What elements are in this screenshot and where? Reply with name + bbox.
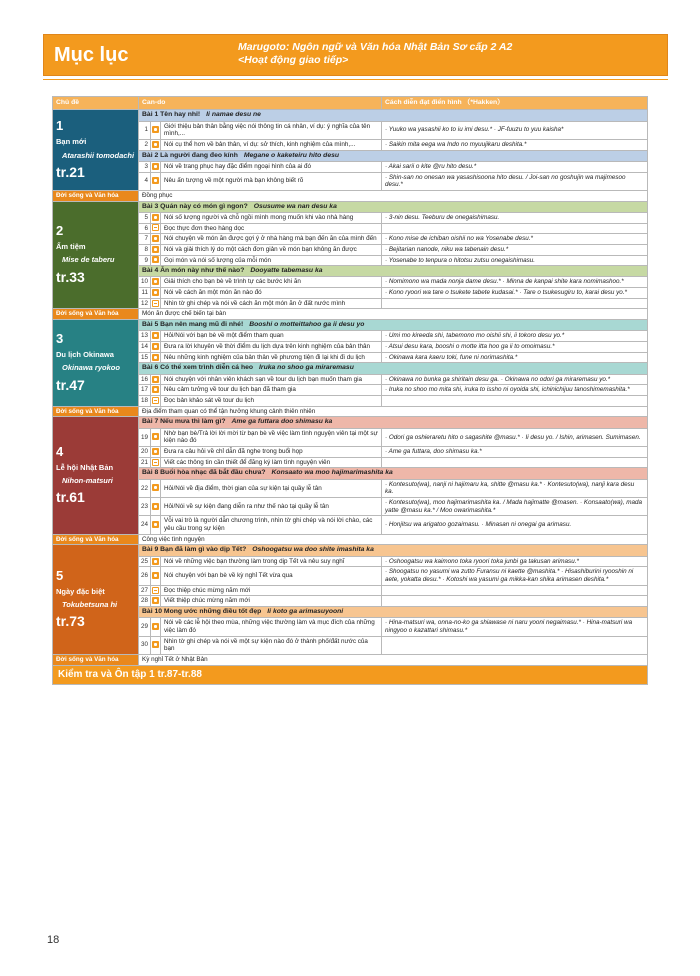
cando-row [53,457,648,468]
expression-text: · Ame ga futtara, doo shimasu ka.* [382,447,648,458]
cando-number: 17 [139,385,151,396]
cando-icon-cell [151,234,161,245]
cando-number: 25 [139,556,151,567]
lesson-title-jp: Konsaato wa moo hajimarimashita ka [271,469,393,477]
cando-row [53,556,648,567]
cando-icon-cell [151,212,161,223]
cando-text: Viết các thông tin cần thiết để đăng ký làm tình nguyện viên [161,457,382,468]
culture-label: Đời sống và Văn hóa [53,309,139,320]
culture-text: Công việc tình nguyện [139,534,648,545]
cando-icon-cell [151,342,161,353]
lesson-row [53,320,648,331]
lesson-title: Bài 2 Là người đang đeo kính [142,151,238,159]
cando-number: 27 [139,585,151,596]
cando-number: 4 [139,172,151,190]
expression-text: · Okinawa no bunka ga shiritain desu ga. · Okinawa no odori ga miraremasu yo.* [382,374,648,385]
culture-row [53,406,648,417]
expression-text [382,298,648,309]
topic-page: tr.47 [56,376,85,393]
cando-number: 15 [139,352,151,363]
lesson-row [53,266,648,277]
cando-row [53,298,648,309]
cando-row [53,596,648,607]
expression-text: · Saikin mita eega wa Indo no myuujikaru deshita.* [382,139,648,150]
speech-icon [152,376,159,383]
cando-text: Hỏi/Nói với bạn bè về một điểm tham quan [161,331,382,342]
speech-icon [152,503,159,510]
cando-number: 13 [139,331,151,342]
expression-text [382,636,648,654]
cando-row [53,234,648,245]
cando-row [53,352,648,363]
culture-row [53,309,648,320]
lesson-title-cell [139,363,648,374]
cando-icon-cell [151,596,161,607]
cando-icon-cell [151,636,161,654]
book-title-line2: <Hoạt động giao tiếp> [238,54,349,66]
lesson-title-cell [139,417,648,428]
cando-row [53,172,648,190]
topic-title: Ẩm tiệm [56,242,86,252]
lesson-title-cell [139,201,648,212]
cando-text: Viết thiệp chúc mừng năm mới [161,596,382,607]
expression-text: · Kontesuto(wa), moo hajimarimashita ka. / Mada hajimatte @masen. · Konsaato(wa), mada yatte @masu ka.* / Moo owarimashita.* [382,498,648,516]
lesson-row [53,110,648,121]
cando-text: Đưa ra lời khuyên về thời điểm du lịch dựa trên kinh nghiệm của bản thân [161,342,382,353]
cando-text: Hỏi/Nói về địa điểm, thời gian của sự kiện tại quầy lễ tân [161,479,382,497]
book-icon [152,587,159,594]
cando-number: 30 [139,636,151,654]
culture-row [53,190,648,201]
cando-row [53,277,648,288]
speech-icon [152,214,159,221]
cando-number: 8 [139,244,151,255]
expression-text [382,457,648,468]
cando-text: Nói chuyện với nhân viên khách sạn về tour du lịch bạn muốn tham gia [161,374,382,385]
cando-icon-cell [151,396,161,407]
cando-row [53,396,648,407]
expression-text [382,396,648,407]
speech-icon [152,572,159,579]
lesson-title-cell [139,266,648,277]
culture-text: Đồng phục [139,190,648,201]
expression-text: · Kono ryoori wa tare o tsukete tabete kudasai.* · Tare o tsukesugiru to, karai desu yo.* [382,288,648,299]
lesson-title-jp: Megane o kaketeiru hito desu [243,151,340,159]
cando-icon-cell [151,298,161,309]
cando-row [53,447,648,458]
cando-icon-cell [151,277,161,288]
expression-text: · Oshoogatsu wa kaimono toka ryoori toka junbi ga takusan arimasu.* [382,556,648,567]
expression-text: · Shoogatsu no yasumi wa zutto Furansu ni kaette @mashita.* · Hisashiburini ryooshin ni aete, yokatta desu.* · Kotoshi wa yasumi ga mikka-kan shika arimasen deshita.* [382,567,648,585]
lesson-title: Bài 4 Ăn món này như thế nào? [142,267,245,275]
lesson-title: Bài 10 Mong ước những điều tốt đẹp [142,608,262,616]
cando-icon-cell [151,618,161,636]
cando-text: Nhìn tờ ghi chép và nói về cách ăn một món ăn ở đất nước mình [161,298,382,309]
speech-icon [152,484,159,491]
cando-icon-cell [151,331,161,342]
speech-icon [152,623,159,630]
cando-row [53,428,648,446]
cando-row [53,244,648,255]
cando-text: Đọc bản khảo sát về tour du lịch [161,396,382,407]
cando-icon-cell [151,385,161,396]
expression-text: · Atsui desu kara, booshi o motte itta hoo ga ii to omoimasu.* [382,342,648,353]
cando-row [53,498,648,516]
cando-row [53,342,648,353]
topic-page: tr.73 [56,613,85,630]
culture-text: Địa điểm tham quan có thể tận hưởng khung cảnh thiên nhiên [139,406,648,417]
speech-icon [152,558,159,565]
cando-number: 28 [139,596,151,607]
culture-row [53,654,648,665]
topic-title: Ngày đặc biệt [56,587,105,596]
cando-icon-cell [151,447,161,458]
cando-text: Nói số lượng người và chỗ ngồi mình mong muốn khi vào nhà hàng [161,212,382,223]
speech-icon [152,597,159,604]
cando-number: 11 [139,288,151,299]
cando-number: 29 [139,618,151,636]
culture-row [53,534,648,545]
cando-icon-cell [151,585,161,596]
book-icon [152,459,159,466]
lesson-title-cell [139,150,648,161]
cando-icon-cell [151,223,161,234]
cando-text: Vỗi vai trò là người dẫn chương trình, nhìn tờ ghi chép và nói lời chào, các yêu cầu trong sự kiện [161,516,382,534]
topic-title-jp: Atarashii tomodachi [62,150,135,160]
culture-label: Đời sống và Văn hóa [53,534,139,545]
expression-text: · Nomimono wa mada nonja dame desu.* · Minna de kanpai shite kara nomimashoo.* [382,277,648,288]
lesson-title-jp: Osusume wa nan desu ka [253,202,337,210]
cando-number: 24 [139,516,151,534]
expression-text: · Okinawa kara kaeru toki, fune ni norimashita.* [382,352,648,363]
cando-number: 20 [139,447,151,458]
topic-page: tr.33 [56,268,85,285]
expression-text: · 3-nin desu. Teeburu de onegaishimasu. [382,212,648,223]
lesson-title: Bài 3 Quán này có món gì ngon? [142,202,248,210]
cando-text: Giới thiệu bản thân bằng việc nói thông tin cá nhân, ví dụ: ý nghĩa của tên mình,... [161,121,382,139]
cando-text: Nói và giải thích lý do một cách đơn giản về món bạn không ăn được [161,244,382,255]
cando-icon-cell [151,516,161,534]
cando-text: Nói về cách ăn một món ăn nào đó [161,288,382,299]
cando-row [53,331,648,342]
col-header-cando: Can-do [139,97,382,110]
speech-icon [152,448,159,455]
speech-icon [152,289,159,296]
cando-row [53,223,648,234]
cando-row [53,255,648,266]
topic-title: Bạn mới [56,137,87,147]
cando-number: 2 [139,139,151,150]
lesson-row [53,545,648,556]
cando-number: 23 [139,498,151,516]
culture-label: Đời sống và Văn hóa [53,406,139,417]
cando-number: 22 [139,479,151,497]
speech-icon [152,235,159,242]
speech-icon [152,163,159,170]
lesson-title-cell [139,320,648,331]
topic-number: 5 [56,568,64,583]
topic-cell [53,110,139,191]
lesson-title: Bài 9 Bạn đã làm gì vào dịp Tết? [142,546,247,554]
cando-text: Nói về những việc bạn thường làm trong dịp Tết và nêu suy nghĩ [161,556,382,567]
lesson-title-jp: Ii koto ga arimasuyooni [267,608,344,616]
lesson-title-cell [139,468,648,479]
cando-row [53,121,648,139]
lesson-row [53,150,648,161]
topic-title: Du lịch Okinawa [56,350,114,360]
speech-icon [152,177,159,184]
cando-row [53,374,648,385]
topic-title-jp: Tokubetsuna hi [62,600,118,610]
cando-text: Đưa ra câu hỏi về chỉ dẫn đã nghe trong buổi họp [161,447,382,458]
lesson-title-jp: Iruka no shoo ga miraremasu [259,364,354,372]
book-icon [152,300,159,307]
expression-text: · Hina-matsuri wa, onna-no-ko ga shiawase ni naru yooni negaimasu.* · Hina-matsuri wa ningyoo o kazattari shimasu.* [382,618,648,636]
expression-text: · Yosenabe to tenpura o hitotsu zutsu onegaishimasu. [382,255,648,266]
cando-row [53,385,648,396]
expression-text: · Kono mise de ichiban oishii no wa Yosenabe desu.* [382,234,648,245]
lesson-title: Bài 1 Tên hay nhỉ! [142,111,201,119]
col-header-topic: Chủ đề [53,97,139,110]
cando-icon-cell [151,556,161,567]
cando-row [53,212,648,223]
speech-icon [152,246,159,253]
speech-icon [152,354,159,361]
lesson-title-jp: Dooyatte tabemasu ka [250,267,323,275]
page-number: 18 [47,934,60,946]
cando-text: Nói về các lễ hội theo mùa, những việc thường làm và mục đích của những việc làm đó [161,618,382,636]
cando-text: Nói về trang phục hay đặc điểm ngoại hình của ai đó [161,161,382,172]
expression-text [382,585,648,596]
cando-icon-cell [151,457,161,468]
cando-icon-cell [151,374,161,385]
page-header [43,34,668,76]
topic-number: 2 [56,223,64,239]
book-icon [152,224,159,231]
topic-cell [53,545,139,655]
lesson-title: Bài 7 Nếu mưa thì làm gì? [142,418,226,426]
speech-icon [152,278,159,285]
cando-icon-cell [151,352,161,363]
cando-icon-cell [151,288,161,299]
expression-text: · Shin-san no onesan wa yasashisoona hito desu. / Joi-san no goshujin wa majimesoo desu.* [382,172,648,190]
cando-text: Nêu những kinh nghiệm của bản thân về phương tiện đi lại khi đi du lịch [161,352,382,363]
culture-text: Kỳ nghỉ Tết ở Nhật Bản [139,654,648,665]
topic-number: 4 [56,443,64,459]
lesson-title-cell [139,607,648,618]
lesson-title-jp: Ii namae desu ne [206,111,261,119]
speech-icon [152,256,159,263]
speech-icon [152,126,159,133]
topic-title-jp: Okinawa ryokoo [62,363,120,373]
expression-text: · Akai sarii o kite @ru hito desu.* [382,161,648,172]
book-title [238,41,512,67]
cando-text: Nhờ bạn bè/Trả lời lời mời từ bạn bè về việc làm tình nguyện viên tại một sự kiện nào đó [161,428,382,446]
lesson-title: Bài 8 Buổi hòa nhạc đã bắt đầu chưa? [142,469,266,477]
cando-icon-cell [151,498,161,516]
cando-number: 5 [139,212,151,223]
expression-text: · Kontesuto(wa), nanji ni hajimaru ka, shitte @masu ka.* · Kontesuto(wa), nanji kara desu ka. [382,479,648,497]
book-title-line1: Marugoto: Ngôn ngữ và Văn hóa Nhật Bản Sơ cấp 2 A2 [238,41,513,53]
cando-row [53,161,648,172]
topic-title-jp: Mise de taberu [62,255,115,265]
cando-icon-cell [151,161,161,172]
expression-text [382,223,648,234]
speech-icon [152,433,159,440]
lesson-title-cell [139,545,648,556]
cando-number: 1 [139,121,151,139]
toc-table [52,96,648,685]
page-title: Mục lục [54,44,129,66]
cando-number: 18 [139,396,151,407]
cando-text: Nêu ấn tượng về một người mà bạn không biết rõ [161,172,382,190]
expression-text: · Bejitarian nanode, niku wa tabenain desu.* [382,244,648,255]
topic-page: tr.61 [56,489,85,506]
expression-text: · Odori ga oshieraretu hito o sagashite @masu.* · Ii desu yo. / Ishin, arimasen. Sumimasen. [382,428,648,446]
cando-number: 21 [139,457,151,468]
cando-icon-cell [151,428,161,446]
lesson-row [53,607,648,618]
lesson-row [53,201,648,212]
culture-label: Đời sống và Văn hóa [53,190,139,201]
lesson-title: Bài 6 Có thể xem trình diễn cá heo [142,364,254,372]
cando-number: 9 [139,255,151,266]
cando-row [53,139,648,150]
cando-text: Đọc thực đơn theo hàng dọc [161,223,382,234]
cando-row [53,516,648,534]
cando-number: 14 [139,342,151,353]
topic-title-jp: Nihon-matsuri [62,476,113,486]
col-header-expression: Cách diễn đạt điển hình （*Hakken） [382,97,648,110]
topic-number: 1 [56,118,64,134]
speech-icon [152,386,159,393]
expression-text: · Honjitsu wa arigatoo gozaimasu. · Minasan ni onegai ga arimasu. [382,516,648,534]
topic-page: tr.21 [56,163,85,180]
expression-text: · Iruka no shoo mo mita shi, iruka to issho ni oyoida shi, ichinichijuu tanoshimemashita.* [382,385,648,396]
cando-text: Gọi món và nói số lượng của mỗi món [161,255,382,266]
speech-icon [152,343,159,350]
cando-icon-cell [151,567,161,585]
cando-text: Hỏi/Nói về sự kiện đang diễn ra như thế nào tại quầy lễ tân [161,498,382,516]
cando-number: 6 [139,223,151,234]
cando-row [53,636,648,654]
culture-text: Món ăn được chế biến tại bàn [139,309,648,320]
cando-row [53,288,648,299]
expression-text [382,596,648,607]
cando-icon-cell [151,255,161,266]
cando-text: Nói chuyện về món ăn được gợi ý ở nhà hàng mà bạn đến ăn của mình đến [161,234,382,245]
lesson-title: Bài 5 Bạn nên mang mũ đi nhé! [142,321,244,329]
cando-icon-cell [151,244,161,255]
cando-row [53,567,648,585]
cando-number: 19 [139,428,151,446]
book-icon [152,397,159,404]
culture-label: Đời sống và Văn hóa [53,654,139,665]
speech-icon [152,332,159,339]
lesson-title-cell [139,110,648,121]
cando-number: 12 [139,298,151,309]
speech-icon [152,641,159,648]
lesson-row [53,363,648,374]
cando-text: Nhìn tờ ghi chép và nói về một sự kiện nào đó ở thành phố/đất nước của bạn [161,636,382,654]
cando-text: Giải thích cho bạn bè về trình tự các bước khi ăn [161,277,382,288]
lesson-row [53,468,648,479]
expression-text: · Umi mo kireeda shi, tabemono mo oishii shi, ii tokoro desu yo.* [382,331,648,342]
lesson-title-jp: Ame ga futtara doo shimasu ka [231,418,333,426]
cando-number: 10 [139,277,151,288]
cando-text: Nói cụ thể hơn về bản thân, ví dụ: sở thích, kinh nghiệm của mình,... [161,139,382,150]
cando-number: 16 [139,374,151,385]
header-divider [43,79,668,80]
lesson-row [53,417,648,428]
cando-icon-cell [151,479,161,497]
topic-cell [53,201,139,309]
expression-text: · Yuuko wa yasashii ko to iu imi desu.* · JF-fuuzu to yuu kaisha* [382,121,648,139]
cando-number: 3 [139,161,151,172]
cando-text: Nói chuyện với bạn bè về kỳ nghỉ Tết vừa qua [161,567,382,585]
topic-title: Lễ hội Nhật Bản [56,462,114,472]
cando-icon-cell [151,139,161,150]
review-row: Kiểm tra và Ôn tập 1 tr.87-tr.88 [53,665,648,684]
lesson-title-jp: Booshi o motteittahoo ga ii desu yo [249,321,365,329]
cando-number: 7 [139,234,151,245]
cando-row [53,618,648,636]
cando-number: 26 [139,567,151,585]
lesson-title-jp: Oshoogatsu wa doo shite imashita ka [252,546,374,554]
cando-row [53,479,648,497]
topic-cell [53,320,139,407]
cando-text: Nêu cảm tưởng về tour du lịch bạn đã tham gia [161,385,382,396]
speech-icon [152,521,159,528]
cando-text: Đọc thiệp chúc mừng năm mới [161,585,382,596]
speech-icon [152,141,159,148]
cando-row [53,585,648,596]
topic-number: 3 [56,331,64,347]
cando-icon-cell [151,172,161,190]
cando-icon-cell [151,121,161,139]
topic-cell [53,417,139,534]
